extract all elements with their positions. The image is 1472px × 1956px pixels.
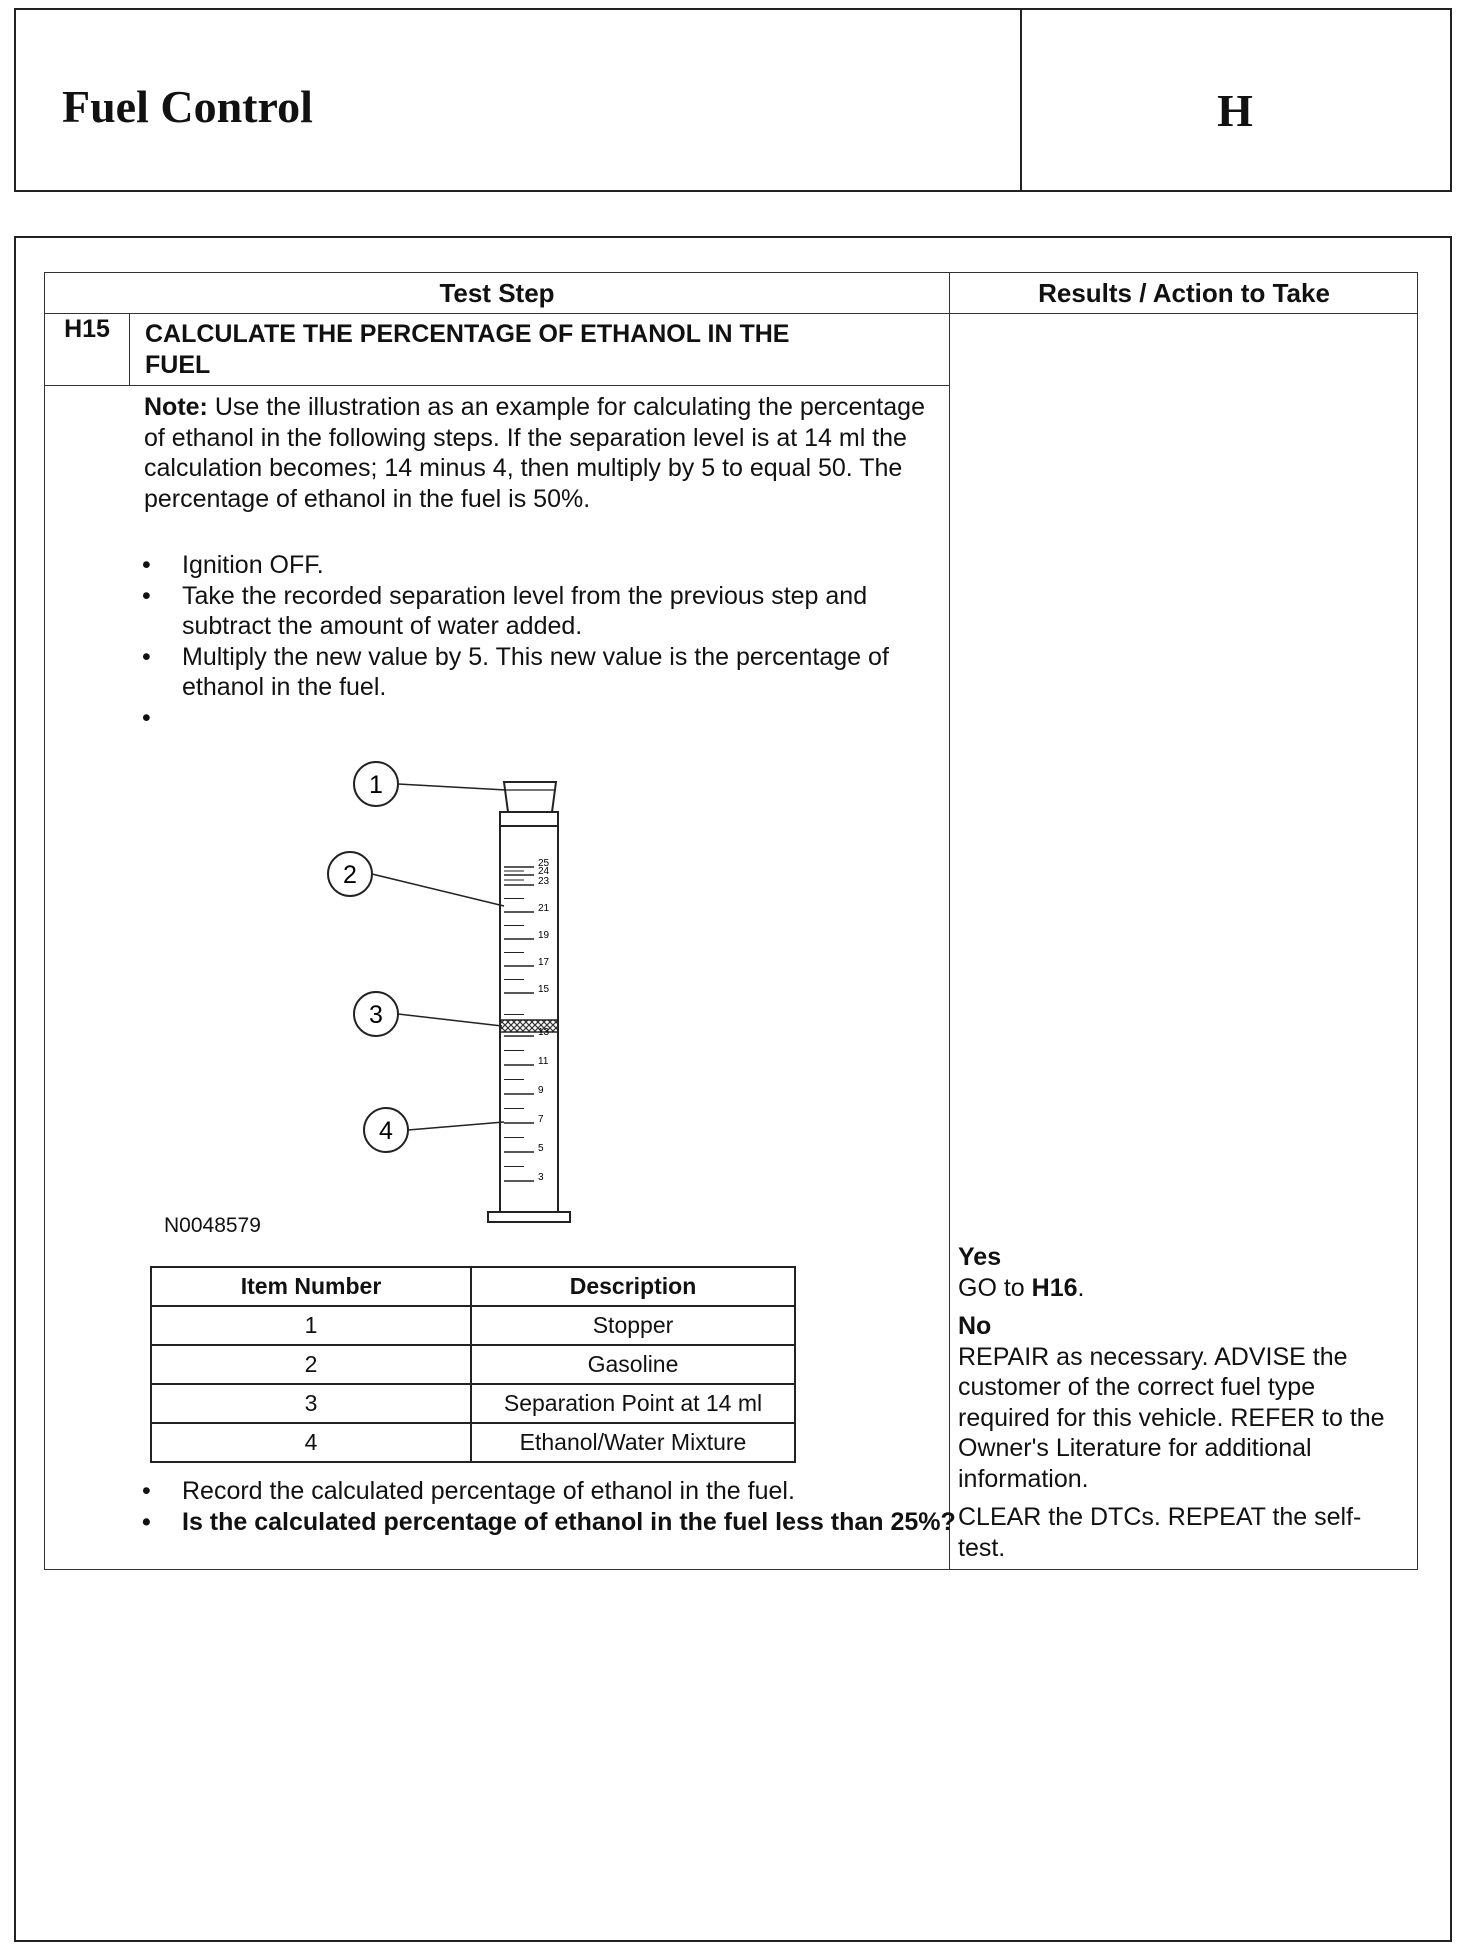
- step-id: H15: [64, 315, 110, 343]
- legend-description: Stopper: [471, 1306, 795, 1345]
- legend-table: [150, 1266, 796, 1463]
- legend-header-row: [151, 1267, 795, 1306]
- scale-label: 17: [538, 957, 550, 968]
- note-label: Note:: [144, 393, 208, 421]
- separation-band: [500, 1020, 558, 1032]
- legend-header-item: Item Number: [151, 1267, 471, 1306]
- callout-leader: [398, 1014, 502, 1026]
- legend-item-number: 3: [151, 1384, 471, 1423]
- scale-label: 21: [538, 903, 550, 914]
- final-bullets: [140, 1476, 960, 1537]
- step-title-line: [45, 385, 949, 386]
- graduated-cylinder-illustration: [316, 740, 616, 1230]
- legend-header-desc: Description: [471, 1267, 795, 1306]
- header-row-line: [45, 313, 1417, 314]
- no-action-clear: CLEAR the DTCs. REPEAT the self-test.: [958, 1503, 1362, 1562]
- legend-description: Separation Point at 14 ml: [471, 1384, 795, 1423]
- no-action-repair: REPAIR as necessary. ADVISE the customer of the correct fuel type required for this vehicle. REFER to the Owner's Literature for additional information.: [958, 1342, 1385, 1493]
- scale-label: 9: [538, 1085, 544, 1096]
- column-divider: [949, 273, 950, 1569]
- bullet-item: • Record the calculated percentage of ethanol in the fuel.: [142, 1477, 795, 1505]
- yes-action-target[interactable]: H16: [1031, 1273, 1078, 1302]
- section-title: Fuel Control: [62, 81, 313, 132]
- figure-code: N0048579: [164, 1214, 261, 1237]
- scale-label: 3: [538, 1172, 544, 1183]
- col-header-results: Results / Action to Take: [1038, 278, 1330, 308]
- cylinder-base: [488, 1212, 570, 1222]
- step-bullets: [140, 550, 960, 733]
- scale-label: 23: [538, 876, 550, 887]
- scale-label: 24: [538, 866, 550, 877]
- bullet-item: • Ignition OFF.: [142, 551, 324, 579]
- yes-label: Yes: [958, 1243, 1002, 1271]
- scale-label: 5: [538, 1143, 544, 1154]
- callout-number: 3: [369, 1001, 383, 1029]
- page-header: [14, 8, 1452, 192]
- cylinder-body: [500, 826, 558, 1212]
- legend-row: [151, 1423, 795, 1462]
- col-header-test-step: Test Step: [439, 278, 555, 308]
- yes-action: GO to H16.: [958, 1273, 1085, 1302]
- scale-label: 15: [538, 984, 550, 995]
- results-column: [958, 1242, 1408, 1563]
- note-paragraph: [144, 392, 944, 514]
- section-code: H: [1217, 85, 1253, 136]
- bullet-item-question: • Is the calculated percentage of ethanol in the fuel less than 25%?: [142, 1507, 956, 1536]
- note-text: Use the illustration as an example for calculating the percentage of ethanol in the following steps. If the separation level is at 14 ml the calculation becomes; 14 minus 4, then multiply by 5 to equal 50. The percentage of ethanol in the fuel is 50%.: [144, 393, 925, 513]
- legend-description: Ethanol/Water Mixture: [471, 1423, 795, 1462]
- callout-number: 1: [369, 771, 383, 799]
- callout-number: 4: [379, 1117, 393, 1145]
- scale-label: 19: [538, 930, 550, 941]
- legend-row: [151, 1306, 795, 1345]
- bullet-item: • Multiply the new value by 5. This new value is the percentage of ethanol in the fuel.: [142, 642, 889, 701]
- scale-label: 7: [538, 1114, 544, 1125]
- step-title: CALCULATE THE PERCENTAGE OF ETHANOL IN THE FUEL: [145, 320, 790, 379]
- callout-leader: [408, 1122, 504, 1130]
- legend-item-number: 2: [151, 1345, 471, 1384]
- legend-item-number: 1: [151, 1306, 471, 1345]
- legend-row: [151, 1345, 795, 1384]
- bullet-item-empty: •: [142, 703, 151, 732]
- callout-leader: [372, 874, 504, 906]
- scale-label: 11: [538, 1056, 549, 1067]
- callout-number: 2: [343, 861, 357, 889]
- legend-item-number: 4: [151, 1423, 471, 1462]
- scale-label: 25: [538, 858, 550, 869]
- legend-description: Gasoline: [471, 1345, 795, 1384]
- step-id-divider: [129, 313, 130, 385]
- no-label: No: [958, 1312, 992, 1340]
- scale-label: 13: [538, 1027, 550, 1038]
- stopper-shape: [504, 782, 556, 812]
- bullet-item: • Take the recorded separation level from the previous step and subtract the amount of water added.: [142, 581, 868, 640]
- callout-group: [328, 762, 506, 1152]
- legend-row: [151, 1384, 795, 1423]
- callout-leader: [398, 784, 506, 790]
